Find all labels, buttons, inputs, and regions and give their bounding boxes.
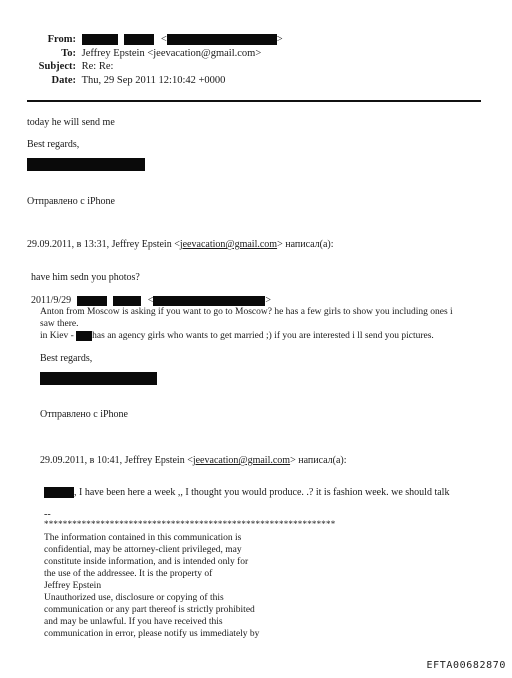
header-divider [27,100,481,102]
quote-header-2 [40,454,347,467]
disclaimer-line-9: communication in error, please notify us immediately by [44,629,260,639]
to-row [30,47,261,60]
q3-text: , I have been here a week ,, I thought you would produce. .? it is fashion week. we should talk [74,487,450,498]
redaction-q2-name [76,331,92,341]
quote-header-1-post: > написал(а): [277,239,334,250]
quoted-message-3 [44,486,449,499]
best-regards-2: Best regards, [40,353,93,364]
redaction-q3-name [44,487,74,498]
quoted-message-2-line-1: Anton from Moscow is asking if you want to go to Moscow? he has a few girls to show you including ones i [40,307,453,317]
to-label: To: [61,48,76,59]
quoted-message-2-line-2: saw there. [40,319,79,329]
signature-dash: -- [44,509,51,520]
disclaimer-line-2: confidential, may be attorney-client privileged, may [44,545,242,555]
quoted-message-2-line-3 [40,330,434,342]
redaction-signature-1 [27,158,145,171]
disclaimer-line-4: the use of the addressee. It is the property of [44,569,213,579]
quoted-message-1: have him sedn you photos? [31,272,140,283]
from-row [30,33,283,46]
disclaimer-line-1: The information contained in this communication is [44,533,242,543]
redaction-from-email [167,34,277,45]
best-regards-1: Best regards, [27,139,80,150]
redaction-from-last [124,34,154,45]
from-lt: < [160,34,167,45]
q2-line3-post: has an agency girls who wants to get married ;) if you are interested i ll send you pictures. [92,331,434,341]
q2-lt: < [147,295,154,306]
email-link-1[interactable]: jeevacation@gmail.com [179,239,278,250]
q2-gt: > [265,295,271,306]
redaction-signature-2 [40,372,157,385]
quote-header-1-pre: 29.09.2011, в 13:31, Jeffrey Epstein < [27,239,180,250]
disclaimer-line-8: and may be unlawful. If you have received this [44,617,223,627]
from-label: From: [47,34,76,45]
quote-header-1 [27,238,334,251]
subject-value: Re: Re: [81,61,114,72]
document-id: EFTA00682870 [426,660,506,671]
disclaimer-line-3: constitute inside information, and is intended only for [44,557,249,567]
to-value: Jeffrey Epstein <jeevacation@gmail.com> [81,48,262,59]
q2-line3-pre: in Kiev - [40,331,74,341]
date-value: Thu, 29 Sep 2011 12:10:42 +0000 [81,75,226,86]
quote-header-2-pre: 29.09.2011, в 10:41, Jeffrey Epstein < [40,455,193,466]
disclaimer-line-5: Jeffrey Epstein [44,581,102,591]
body-line-1: today he will send me [27,117,115,128]
sent-from-iphone-1: Отправлено с iPhone [27,196,115,207]
email-link-2[interactable]: jeevacation@gmail.com [192,455,291,466]
sent-from-iphone-2: Отправлено с iPhone [40,409,128,420]
from-gt: > [276,34,283,45]
quoted-date-2: 2011/9/29 [31,295,72,306]
date-label: Date: [51,75,76,86]
subject-row [30,60,113,73]
redaction-q2-last [113,296,141,306]
redaction-from-first [82,34,118,45]
redaction-q2-email [153,296,265,306]
redaction-q2-first [77,296,107,306]
signature-stars: ************************************************************** [44,519,336,529]
quote-header-2-post: > написал(а): [290,455,347,466]
disclaimer-line-6: Unauthorized use, disclosure or copying of this [44,593,224,603]
subject-label: Subject: [38,61,76,72]
date-row [30,74,225,87]
disclaimer-line-7: communication or any part thereof is strictly prohibited [44,605,255,615]
